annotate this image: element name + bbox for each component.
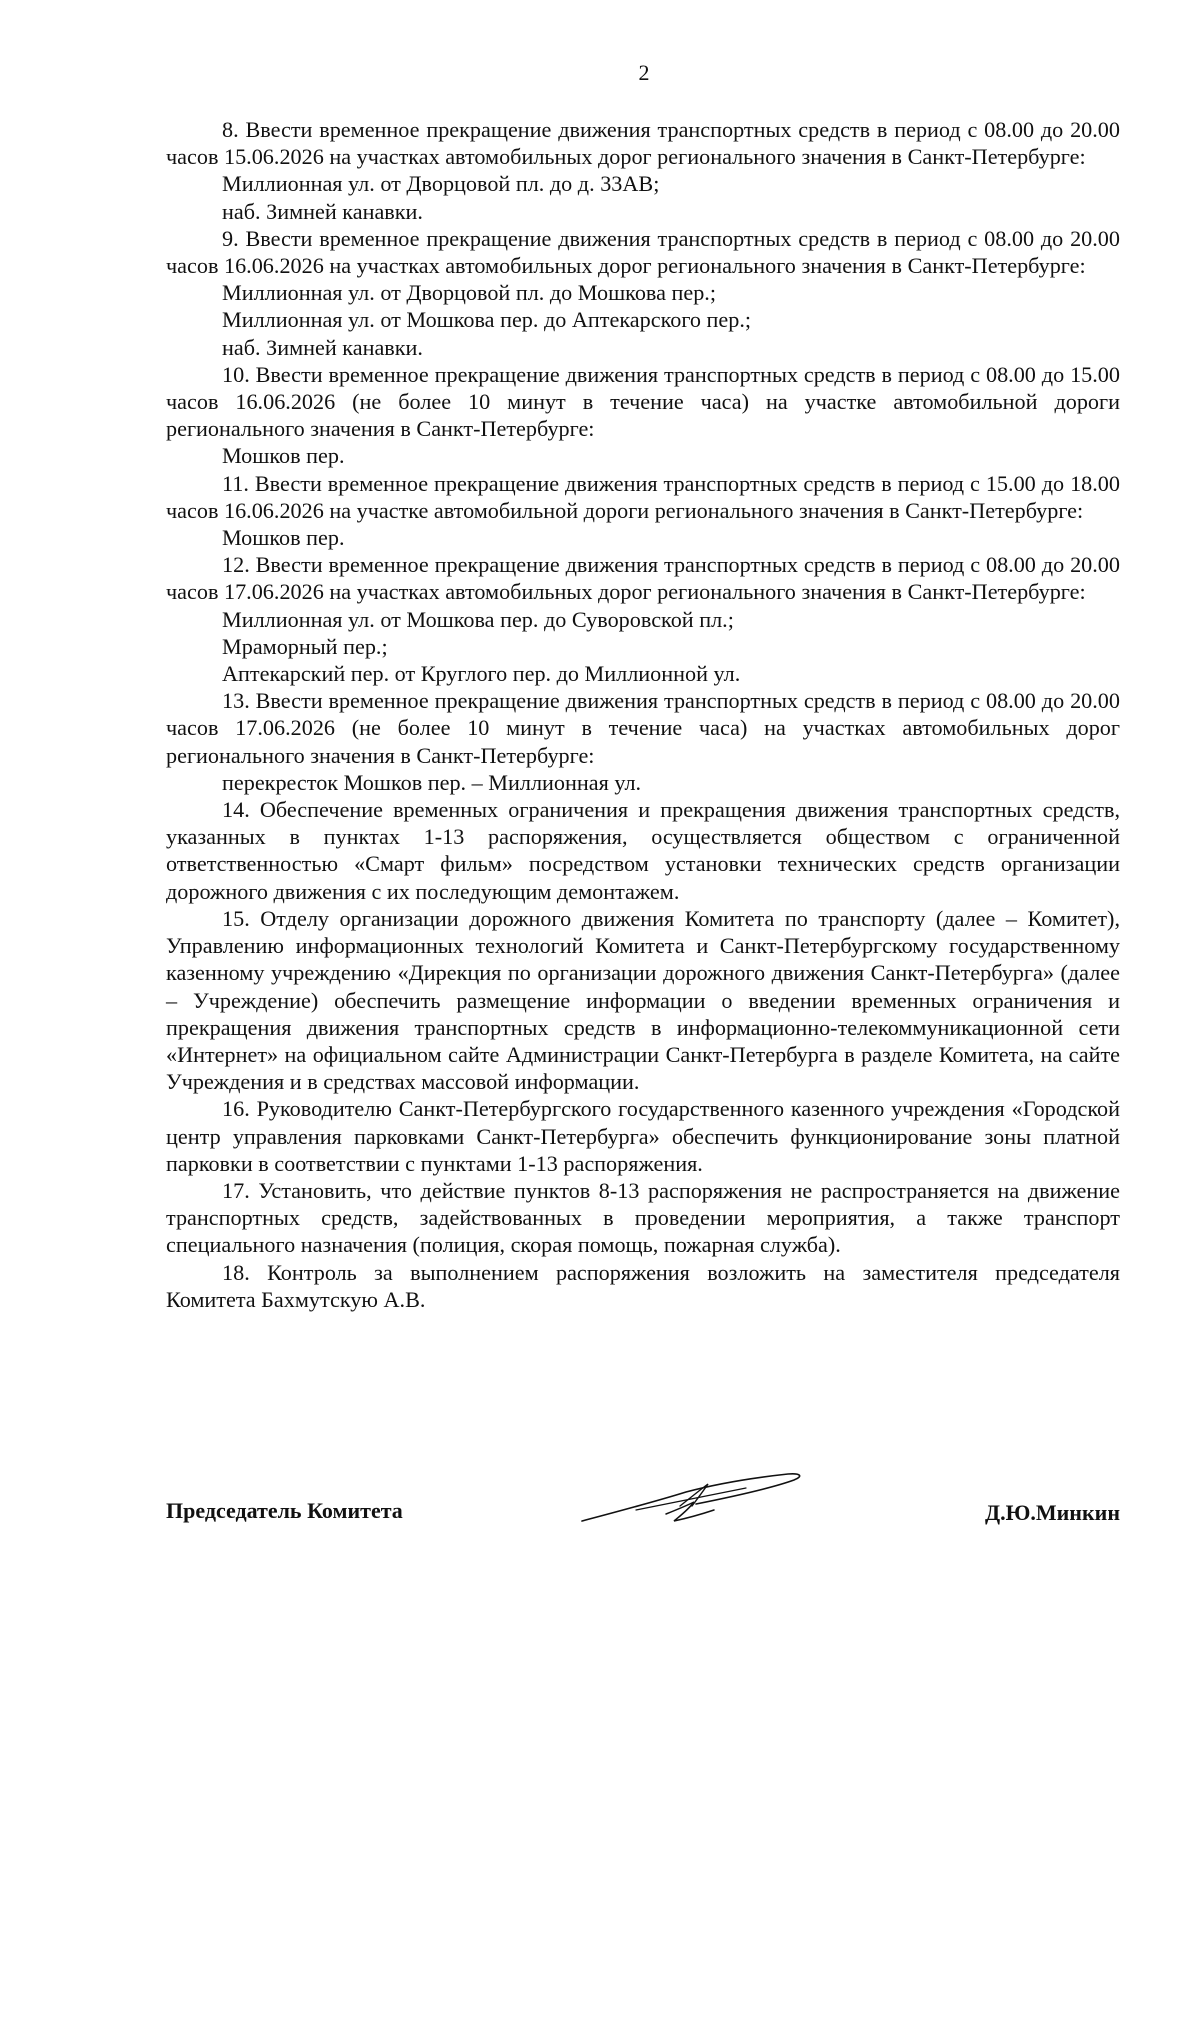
paragraph-15: 15. Отделу организации дорожного движения Комитета по транспорту (далее – Комитет), Управлению информационных технологий Комитета и Санкт-Петербургскому государственному казенному учреждению «Дирекция по организации дорожного движения Санкт-Петербурга» (далее – Учреждение) обеспечить размещение информации о введении временных ограничения и прекращения движения транспортных средств в информационно-телекоммуникационной сети «Интернет» на официальном сайте Администрации Санкт-Петербурга в разделе Комитета, на сайте Учреждения и в средствах массовой информации.	[166, 905, 1120, 1095]
road-section-line: наб. Зимней канавки.	[222, 334, 423, 360]
page-number: 2	[638, 60, 650, 85]
road-section-line: Аптекарский пер. от Круглого пер. до Миллионной ул.	[222, 661, 741, 687]
road-section-line: Миллионная ул. от Мошкова пер. до Аптекарского пер.;	[222, 307, 752, 333]
road-section-line: Мошков пер.	[222, 525, 345, 551]
document-body	[166, 116, 1120, 1313]
road-section-line: Миллионная ул. от Мошкова пер. до Суворовской пл.;	[222, 606, 734, 632]
paragraph-8: 8. Ввести временное прекращение движения транспортных средств в период с 08.00 до 20.00 часов 15.06.2026 на участках автомобильных дорог регионального значения в Санкт-Петербурге:	[166, 117, 1120, 170]
signature-block	[166, 1488, 1120, 1548]
paragraph-14: 14. Обеспечение временных ограничения и прекращения движения транспортных средств, указанных в пунктах 1-13 распоряжения, осуществляется обществом с ограниченной ответственностью «Смарт фильм» посредством установки технических средств организации дорожного движения с их последующим демонтажем.	[166, 797, 1120, 904]
paragraph-9: 9. Ввести временное прекращение движения транспортных средств в период с 08.00 до 20.00 часов 16.06.2026 на участках автомобильных дорог регионального значения в Санкт-Петербурге:	[166, 225, 1120, 279]
road-section-line: наб. Зимней канавки.	[222, 198, 423, 224]
handwritten-signature-icon	[576, 1466, 816, 1536]
road-section-line: Мошков пер.	[222, 443, 345, 469]
paragraph-17: 17. Установить, что действие пунктов 8-13 распоряжения не распространяется на движение транспортных средств, задействованных в проведении мероприятия, а также транспорт специального назначения (полиция, скорая помощь, пожарная служба).	[166, 1177, 1120, 1258]
road-section-line: Мраморный пер.;	[222, 633, 388, 659]
paragraph-10: 10. Ввести временное прекращение движения транспортных средств в период с 08.00 до 15.00 часов 16.06.2026 (не более 10 минут в течение часа) на участке автомобильной дороги регионального значения в Санкт-Петербурге:	[166, 361, 1120, 442]
road-section-line: Миллионная ул. от Дворцовой пл. до Мошкова пер.;	[222, 280, 717, 306]
paragraph-12: 12. Ввести временное прекращение движения транспортных средств в период с 08.00 до 20.00 часов 17.06.2026 на участках автомобильных дорог регионального значения в Санкт-Петербурге:	[166, 552, 1120, 605]
signatory-title: Председатель Комитета	[166, 1498, 403, 1523]
road-section-line: Миллионная ул. от Дворцовой пл. до д. 33АВ;	[222, 171, 660, 197]
paragraph-13: 13. Ввести временное прекращение движения транспортных средств в период с 08.00 до 20.00 часов 17.06.2026 (не более 10 минут в течение часа) на участках автомобильных дорог регионального значения в Санкт-Петербурге:	[166, 688, 1120, 768]
signatory-name: Д.Ю.Минкин	[984, 1500, 1120, 1525]
paragraph-18: 18. Контроль за выполнением распоряжения возложить на заместителя председателя Комитета Бахмутскую А.В.	[166, 1259, 1120, 1312]
paragraph-16: 16. Руководителю Санкт-Петербургского государственного казенного учреждения «Городской центр управления парковками Санкт-Петербурга» обеспечить функционирование зоны платной парковки в соответствии с пунктами 1-13 распоряжения.	[166, 1096, 1120, 1176]
road-section-line: перекресток Мошков пер. – Миллионная ул.	[222, 769, 642, 795]
paragraph-11: 11. Ввести временное прекращение движения транспортных средств в период с 15.00 до 18.00 часов 16.06.2026 на участке автомобильной дороги регионального значения в Санкт-Петербурге:	[166, 470, 1120, 523]
